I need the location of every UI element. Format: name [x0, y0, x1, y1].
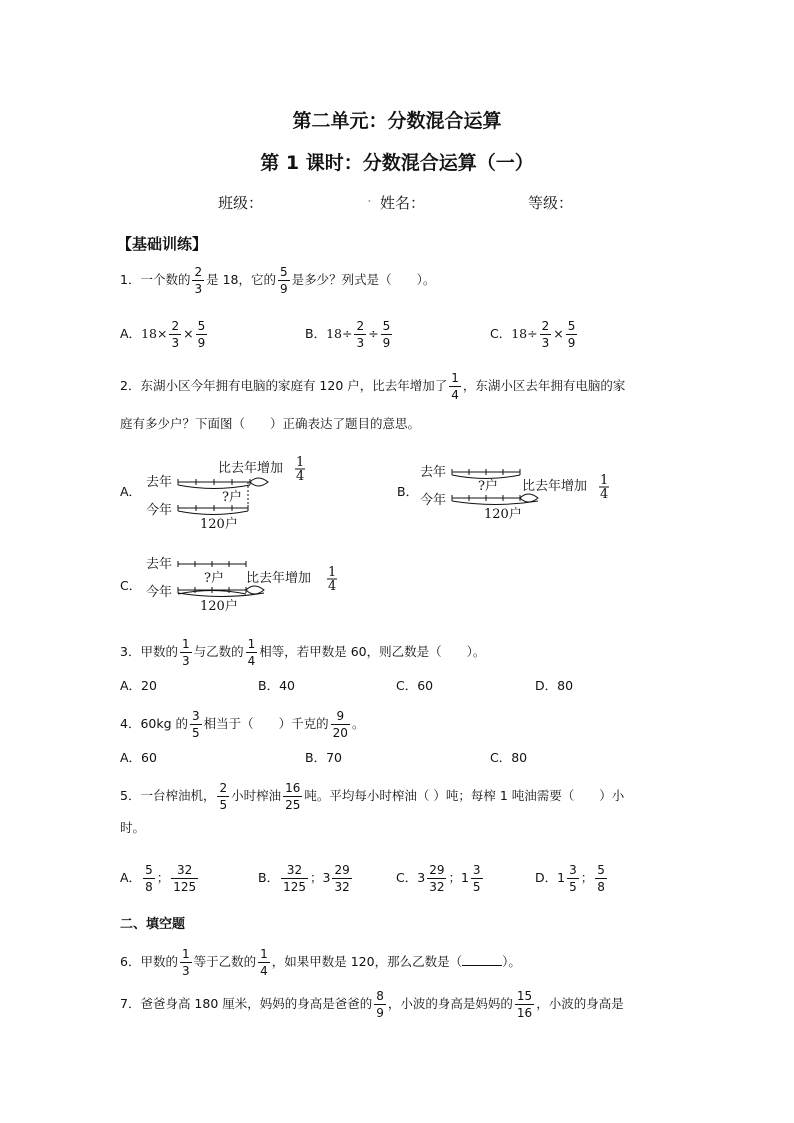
q1-option-b[interactable]: B．18÷ $\frac{2}{3}$ ÷ $\frac{5}{9}$	[305, 319, 391, 350]
q5-option-d[interactable]: D．1 $\frac{3}{5}$ ； $\frac{5}{8}$	[535, 863, 605, 894]
diagram-frac-d: 4	[328, 579, 337, 594]
diagram-label-this-year: 今年	[420, 493, 447, 508]
fraction: $\frac{2}{5}$	[219, 781, 228, 812]
class-label: 班级：	[218, 194, 264, 212]
diagram-frac-n: 1	[328, 565, 337, 580]
diagram-label-increase: 比去年增加	[522, 479, 588, 494]
q1-mid: 是 18，它的	[206, 272, 276, 287]
unit-title: 第二单元：分数混合运算	[292, 110, 502, 132]
q5-option-a[interactable]: A． $\frac{5}{8}$ ； $\frac{32}{125}$	[120, 863, 197, 894]
fraction: $\frac{3}{5}$	[192, 709, 200, 740]
diagram-unknown: ?户	[478, 479, 498, 494]
question-2-line-2: 庭有多少户？下面图（ ）正确表达了题目的意思。	[120, 416, 421, 431]
section-basic-training: 【基础训练】	[117, 235, 208, 253]
q4-option-c[interactable]: C．80	[490, 750, 528, 765]
fraction: $\frac{1}{3}$	[181, 637, 190, 668]
diagram-label-increase: 比去年增加	[246, 571, 312, 586]
diagram-label-last-year: 去年	[146, 557, 173, 572]
question-5-line-2: 时。	[120, 820, 146, 835]
q2-option-b-label[interactable]: B．	[397, 484, 419, 499]
q2-diagram-a[interactable]	[142, 452, 322, 532]
question-7: 7．爸爸身高 180 厘米，妈妈的身高是爸爸的 $\frac{8}{9}$ ，小波的身高是妈妈的 $\frac{15}{16}$ ，小波的身高是	[120, 989, 624, 1020]
diagram-label-last-year: 去年	[420, 465, 447, 480]
grade-label: 等级：	[528, 194, 574, 212]
section-fill-in: 二、填空题	[120, 917, 186, 932]
q1-option-a[interactable]: A．18× $\frac{2}{3}$ × $\frac{5}{9}$	[120, 319, 206, 350]
question-5-line-1: 5．一台榨油机， $\frac{2}{5}$ 小时榨油 $\frac{16}{25}$ 吨。平均每小时榨油（ ）吨；每榨 1 吨油需要（ ）小	[120, 781, 625, 812]
q4-option-a[interactable]: A．60	[120, 750, 157, 765]
q1-option-c[interactable]: C．18÷ $\frac{2}{3}$ × $\frac{5}{9}$	[490, 319, 576, 350]
diagram-frac-d: 4	[296, 469, 305, 484]
lesson-title: 第 1 课时：分数混合运算（一）	[260, 152, 534, 174]
fraction: $\frac{2}{3}$	[194, 265, 203, 296]
diagram-frac-n: 1	[600, 473, 609, 488]
info-dot: .	[367, 188, 372, 206]
fraction: $\frac{1}{4}$	[451, 371, 459, 402]
answer-blank[interactable]	[462, 965, 502, 966]
q2-option-a-label[interactable]: A．	[120, 484, 142, 499]
q3-option-b[interactable]: B．40	[258, 678, 295, 693]
diagram-known: 120户	[484, 507, 522, 522]
q1-suffix: 是多少？列式是（ ）。	[291, 272, 436, 287]
fraction: $\frac{15}{16}$	[516, 989, 533, 1020]
q2-diagram-c[interactable]	[142, 552, 352, 616]
fraction: $\frac{1}{3}$	[181, 947, 190, 978]
q3-option-a[interactable]: A．20	[120, 678, 157, 693]
q4-option-b[interactable]: B．70	[305, 750, 342, 765]
diagram-unknown: ?户	[222, 490, 242, 505]
q2-option-c-label[interactable]: C．	[120, 578, 142, 593]
diagram-frac-d: 4	[600, 487, 609, 502]
diagram-frac-n: 1	[296, 455, 305, 470]
q5-option-b[interactable]: B． $\frac{32}{125}$ ；3 $\frac{29}{32}$	[258, 863, 350, 894]
diagram-label-this-year: 今年	[146, 503, 173, 518]
diagram-label-increase: 比去年增加	[218, 461, 284, 476]
fraction: $\frac{5}{9}$	[279, 265, 288, 296]
diagram-label-last-year: 去年	[146, 475, 173, 490]
q5-option-c[interactable]: C．3 $\frac{29}{32}$ ；1 $\frac{3}{5}$	[396, 863, 481, 894]
fraction: $\frac{1}{4}$	[247, 637, 256, 668]
q3-option-d[interactable]: D．80	[535, 678, 574, 693]
fraction: $\frac{9}{20}$	[332, 709, 348, 740]
question-3: 3．甲数的 $\frac{1}{3}$ 与乙数的 $\frac{1}{4}$ 相等，若甲数是 60，则乙数是（ ）。	[120, 637, 486, 668]
diagram-known: 120户	[200, 599, 238, 614]
diagram-unknown: ?户	[204, 571, 224, 586]
question-2-line-1: 2．东湖小区今年拥有电脑的家庭有 120 户，比去年增加了 $\frac{1}{4}$ ，东湖小区去年拥有电脑的家	[120, 371, 626, 402]
name-label: 姓名：	[380, 194, 426, 212]
fraction: $\frac{16}{25}$	[285, 781, 301, 812]
diagram-known: 120户	[200, 517, 238, 532]
fraction: $\frac{1}{4}$	[260, 947, 268, 978]
question-6: 6．甲数的 $\frac{1}{3}$ 等于乙数的 $\frac{1}{4}$ ，如果甲数是 120，那么乙数是（ ）。	[120, 947, 521, 978]
question-4: 4．60kg 的 $\frac{3}{5}$ 相当于（ ）千克的 $\frac{9}{20}$ 。	[120, 709, 365, 740]
fraction: $\frac{8}{9}$	[376, 989, 384, 1020]
q2-diagram-b[interactable]	[418, 458, 618, 526]
q3-option-c[interactable]: C．60	[396, 678, 434, 693]
question-1	[120, 266, 435, 295]
diagram-label-this-year: 今年	[146, 585, 173, 600]
q1-prefix: 1．一个数的	[120, 272, 191, 287]
